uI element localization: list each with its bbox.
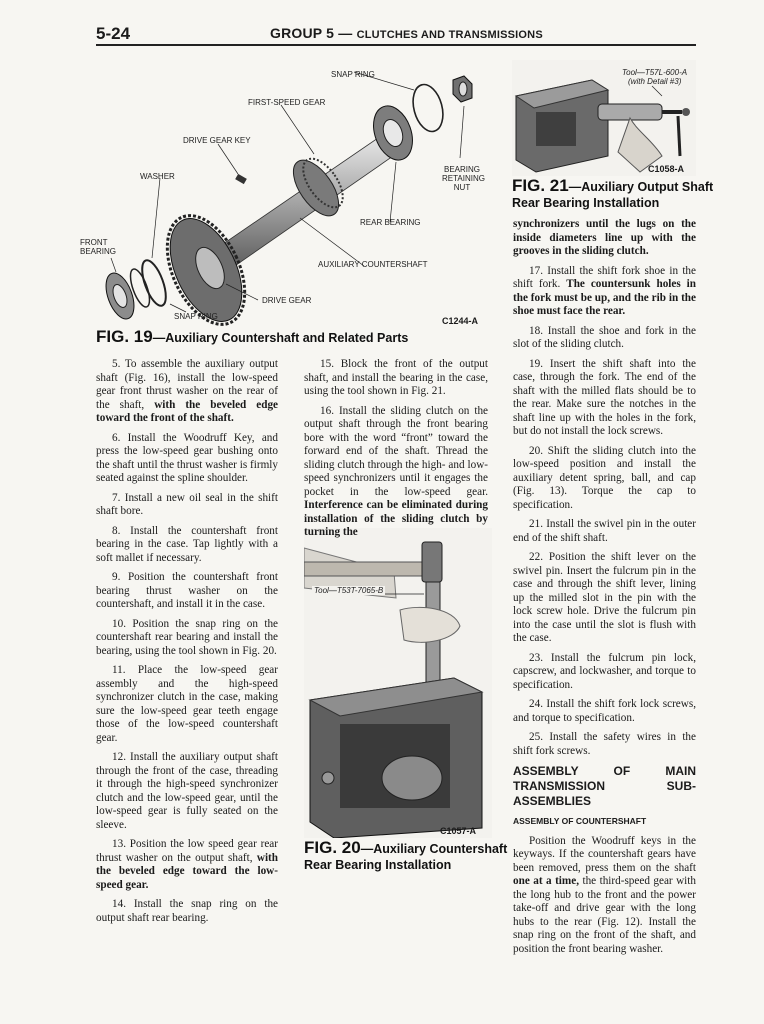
step-21: 21. Install the swivel pin in the outer end of the shift shaft. [513,518,696,544]
step-18: 18. Install the shoe and fork in the slot of the sliding clutch. [513,324,696,350]
fig21-code: C1058-A [648,164,685,174]
header-dash: — [338,25,357,41]
column-1 [96,358,278,931]
step-16-emphasis: Interference can be eliminated during installation of the sliding clutch by turning the [304,499,488,538]
label-drive-gear-key: DRIVE GEAR KEY [183,136,251,145]
front-bearing-part [101,269,140,322]
step-10: 10. Position the snap ring on the countershaft rear bearing and install the bearing, using the tool shown in Fig. 20. [96,617,278,657]
step-20: 20. Shift the sliding clutch into the low-speed position and install the auxiliary detent spring, ball, and cap (Fig. 13). Torque the cap to specification. [513,444,696,511]
label-front-bearing [80,238,116,256]
fig21-caption [512,178,713,211]
label-snap-ring-top: SNAP RING [331,70,375,79]
step-11: 11. Place the low-speed gear assembly and the high-speed synchronizer clutch in the case, making sure the low-speed gear teeth engage those of the low-speed countershaft gear. [96,664,278,744]
fig20-caption-line1 [304,840,507,857]
fig21-caption-text1: —Auxiliary Output Shaft [568,180,714,194]
step-19: 19. Insert the shift shaft into the case, through the fork. The end of the shaft with the milled flats should be to the rear. Make sure the notches in the shaft line up with the holes in the fork, but do not install the lock screws. [513,357,696,437]
fig20-caption [304,840,507,873]
column-3 [513,218,696,962]
step-9: 9. Position the countershaft front bearing thrust washer on the countershaft, and install it in the case. [96,571,278,610]
step-17-emphasis: The countersunk holes in the fork must be up, and the rib in the shoe must face the rear. [513,278,696,317]
washer-part [137,257,170,308]
fig20-caption-number: FIG. 20 [304,838,361,857]
fig20-drawing [304,528,492,838]
step-7: 7. Install a new oil seal in the shift shaft bore. [96,491,278,517]
fig19-code: C1244-A [442,316,479,326]
step-16-continued: synchronizers until the lugs on the inside diameters line up with the grooves in the sliding clutch. [513,218,696,257]
fig20-tool-label: Tool—T53T-7065-B [314,586,384,595]
group-title: CLUTCHES AND TRANSMISSIONS [356,29,543,41]
step-17-text: 17. Install the shift fork shoe in the shift fork. [513,264,696,290]
fig21-tool-label-l2: (with Detail #3) [628,77,682,86]
subsection-heading: ASSEMBLY OF COUNTERSHAFT [513,816,647,826]
fig21-caption-number: FIG. 21 [512,176,569,195]
group-label: GROUP 5 [270,25,335,41]
label-bearing-retaining-nut-l1: BEARING [443,165,480,174]
step-15: 15. Block the front of the output shaft, and install the bearing in the case, using the tool shown in Fig. 21. [304,358,488,397]
hammer-head-photo [422,542,442,582]
step-12: 12. Install the auxiliary output shaft through the front of the case, threading it through the high-speed synchronizer clutch and the low-speed gear, until the low-speed gear is fully seated on the sleeve. [96,751,278,831]
cs-text-a: Position the Woodruff keys in the keyways. If the countershaft gears have been removed, press them on the shaft [513,834,696,874]
header-rule [96,44,696,46]
cs-text-c: the third-speed gear with the long hub to the front and the power take-off and drive gear with the long hubs to the rear (Fig. 12). Install the snap ring on the front of the shaft, and position the front bearing washer. [513,875,696,955]
step-8: 8. Install the countershaft front bearing in the case. Tap lightly with a soft mallet if necessary. [96,524,278,564]
bearing-retaining-nut-part [453,76,472,102]
label-bearing-retaining-nut-l3: NUT [453,183,471,192]
cs-emphasis: one at a time, [513,875,579,887]
step-16-text: 16. Install the sliding clutch on the output shaft through the front bearing bore with the word “front” toward the forward end of the shaft. Thread the sliding clutch through the high- and low-speed synchronizers until it engages the pocket in the low-speed gear. [304,404,488,498]
step-23: 23. Install the fulcrum pin lock, capscrew, and lockwasher, and torque to specification. [513,651,696,691]
fig21-caption-text2: Rear Bearing Installation [512,196,660,210]
step-6: 6. Install the Woodruff Key, and press the low-speed gear bushing onto the shaft until the thrust washer is firmly seated against the spline shoulder. [96,431,278,484]
section-heading: ASSEMBLY OF MAIN TRANSMISSION SUB-ASSEMBLIES [513,764,696,808]
label-washer: WASHER [140,172,175,181]
step-13 [96,838,278,892]
fig19-caption-number: FIG. 19 [96,327,153,346]
label-bearing-retaining-nut-l2: RETAINING [442,174,485,183]
step-17 [513,265,696,319]
step-13-emphasis: with the beveled edge toward the low-speed gear. [96,851,278,891]
drive-gear-key-part [235,174,247,184]
hammer-handle-photo [304,562,424,576]
label-first-speed-gear: FIRST-SPEED GEAR [248,98,326,107]
fig20-photo [304,528,492,838]
label-rear-bearing: REAR BEARING [360,218,421,227]
step-25: 25. Install the safety wires in the shift fork screws. [513,731,696,757]
fig20-caption-text2: Rear Bearing Installation [304,858,452,872]
fig21-photo [512,60,696,176]
fig19-caption-text: —Auxiliary Countershaft and Related Parts [152,331,409,345]
label-bearing-retaining-nut [442,165,485,192]
fig21-tool-label [622,68,687,86]
label-drive-gear: DRIVE GEAR [262,296,312,305]
step-24: 24. Install the shift fork lock screws, and torque to specification. [513,698,696,724]
drive-gear-part [152,203,261,328]
step-22: 22. Position the shift lever on the swivel pin. Insert the fulcrum pin in the case and through the shift lever, lining up the milled slot in the pin with the lock screw hole. Drive the fulcrum pin into the case until the slot is flush with the case. [513,551,696,644]
snap-ring-rear-part [408,81,447,135]
page-header-title [270,25,543,41]
label-front-bearing-l2: BEARING [80,247,117,256]
countershaft-assembly-paragraph [513,835,696,957]
column-2 [304,358,488,546]
fig19-leaders [111,72,464,312]
label-front-bearing-l1: FRONT [80,238,108,247]
step-16 [304,405,488,540]
fig19-illustration [78,58,498,328]
fig19-caption [96,329,408,346]
fig20-caption-text1: —Auxiliary Countershaft [360,842,508,856]
step-5-text: 5. To assemble the auxiliary output shaft (Fig. 16), install the low-speed gear front thrust washer on the rear of the shaft, [96,358,278,411]
step-5-emphasis: with the beveled edge toward the front of the shaft. [96,398,279,424]
label-snap-ring-bottom: SNAP RING [174,312,218,321]
fig21-caption-line1 [512,178,713,195]
fig21-tool-label-l1: Tool—T57L-600-A [622,68,688,77]
step-14: 14. Install the snap ring on the output shaft rear bearing. [96,898,278,924]
step-5 [96,358,278,426]
label-aux-countershaft: AUXILIARY COUNTERSHAFT [318,260,428,269]
step-13-text: 13. Position the low speed gear rear thrust washer on the output shaft, [96,838,278,864]
page-number: 5-24 [96,24,131,43]
fig20-code: C1057-A [440,826,477,836]
